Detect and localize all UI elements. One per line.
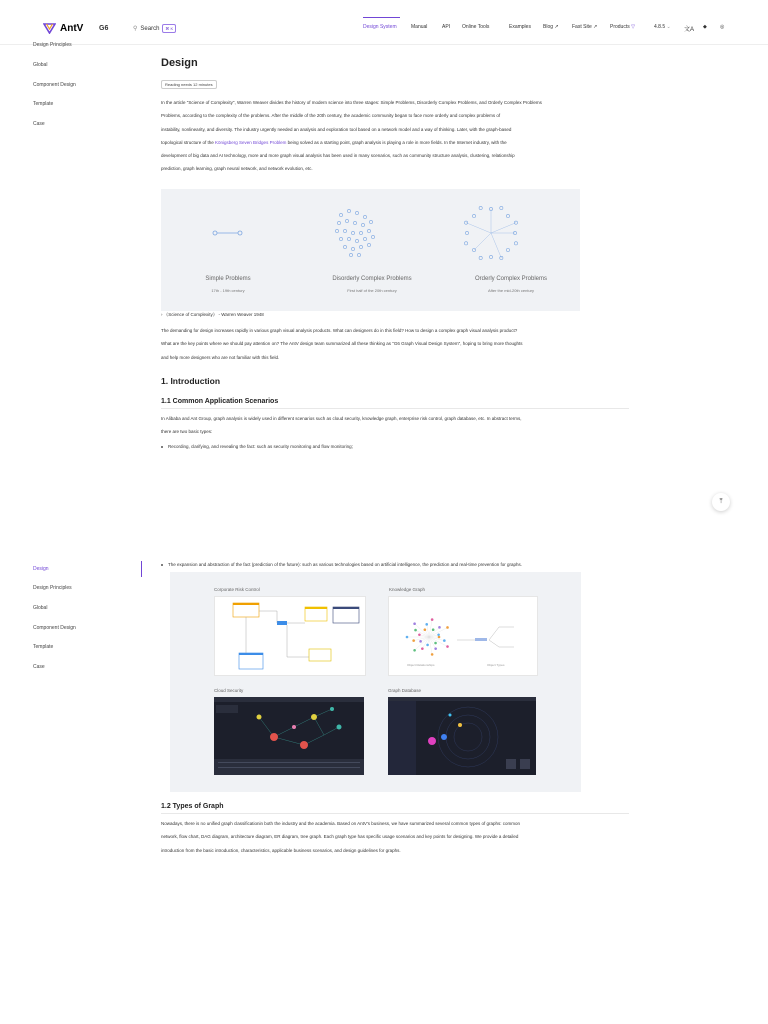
- kg-node: [406, 636, 409, 639]
- network-node: [506, 248, 509, 251]
- network-node: [464, 242, 467, 245]
- search-icon: ⚲: [133, 26, 138, 32]
- graph-database-image: [388, 697, 536, 775]
- kg-node: [421, 647, 424, 650]
- section-heading-introduction: 1. Introduction: [161, 376, 221, 386]
- network-node: [500, 256, 503, 259]
- network-node: [343, 245, 346, 248]
- types-paragraph: [161, 817, 629, 857]
- kg-node: [434, 642, 437, 645]
- network-node: [349, 253, 352, 256]
- section-heading-types-of-graph: 1.2 Types of Graph: [161, 803, 224, 810]
- text-line: topological structure of the Königsberg Seven Bridges Problem being solved as a starting point, graph analysis is playing a role in more fields. In the Internet industry, with the: [161, 139, 507, 145]
- kg-node: [432, 628, 435, 631]
- konigsberg-link[interactable]: Königsberg Seven Bridges Problem: [215, 139, 287, 145]
- figure-title-disorderly: Disorderly Complex Problems: [332, 276, 412, 282]
- figure-sub-simple: 17th - 19th century: [211, 288, 245, 293]
- figure-caption: › 《Science of Complexity》 - Warren Weaver 1948: [161, 312, 264, 317]
- network-node: [351, 231, 354, 234]
- network-node: [472, 214, 475, 217]
- kg-node: [434, 647, 437, 650]
- network-node: [359, 245, 362, 248]
- kg-node: [438, 626, 441, 629]
- kg-node: [446, 626, 449, 629]
- nav-products[interactable]: Products ▽: [610, 24, 635, 30]
- version-select[interactable]: 4.8.5 ⌄: [654, 24, 671, 30]
- chevron-down-icon: ⌄: [665, 24, 671, 30]
- figure-sub-orderly: After the mid-20th century: [487, 288, 535, 293]
- network-node: [355, 239, 358, 242]
- network-edge: [491, 233, 501, 258]
- text-line: development of big data and AI technology, more and more graph visual analysis has been used in many scenarios, such as community structure analysis, clustering, relationship: [161, 153, 515, 159]
- network-node: [479, 256, 482, 259]
- sidebar-item-case[interactable]: Case: [33, 664, 45, 670]
- network-node: [357, 253, 360, 256]
- kg-edge: [429, 637, 444, 641]
- network-node: [339, 213, 342, 216]
- knowledge-graph-image: [388, 596, 538, 676]
- text-line: instability, nonlinearity, and diversity. The industry urgently needed an analysis and exploration tool based on a network model and a way of thinking. Later, with the graph-based: [161, 126, 512, 132]
- sidebar-item-global[interactable]: Global: [33, 605, 48, 611]
- sidebar-item-template[interactable]: Template: [33, 101, 54, 107]
- search-shortcut: ⌘ K: [162, 24, 176, 33]
- panel-label-graph-database: Graph Database: [388, 688, 422, 693]
- nav-manual[interactable]: Manual: [411, 24, 428, 30]
- cloud-security-image: [214, 697, 364, 775]
- network-node: [369, 220, 372, 223]
- risk-control-diagram: [215, 597, 365, 675]
- network-node: [479, 206, 482, 209]
- reading-time-badge: Reading needs 12 minutes: [161, 80, 217, 89]
- kg-legend-relationships: Object Relationships: [407, 663, 435, 667]
- application-scenarios-figure: [170, 572, 581, 792]
- external-icon[interactable]: ◎: [720, 24, 725, 30]
- logo-text: AntV: [60, 23, 84, 34]
- bullet-dot: [161, 446, 163, 448]
- list-item: [161, 444, 353, 449]
- network-node: [363, 215, 366, 218]
- network-node: [489, 255, 492, 258]
- list-item: [161, 562, 522, 567]
- network-node: [343, 229, 346, 232]
- network-node: [347, 209, 350, 212]
- text-line: and help more designers who are not familiar with this field.: [161, 354, 280, 360]
- page-title: Design: [161, 57, 198, 69]
- network-edge: [474, 233, 491, 250]
- figure-sub-disorderly: First half of the 20th century: [347, 288, 397, 293]
- external-link-icon: ↗: [591, 24, 598, 30]
- sidebar-item-case[interactable]: Case: [33, 121, 45, 127]
- products-logo-icon: ▽: [629, 24, 635, 30]
- kg-node: [424, 628, 427, 631]
- network-node: [345, 219, 348, 222]
- heading-divider: [161, 408, 629, 409]
- panel-label-knowledge-graph: Knowledge Graph: [389, 587, 426, 592]
- text-line: In Alibaba and Ant Group, graph analysis is widely used in different scenarios such as cloud security, knowledge graph, enterprise risk control, graph database, etc. In abstract terms,: [161, 416, 522, 421]
- network-node: [335, 229, 338, 232]
- text-line: The demanding for design increases rapidly in various graph visual analysis products. What can designers do in this field? How to design a complex graph visual analysis product?: [161, 328, 518, 333]
- kg-node: [412, 639, 415, 642]
- text-line: there are two basic types:: [161, 429, 213, 435]
- bullet-dot: [161, 564, 163, 566]
- network-node: [371, 235, 374, 238]
- sidebar-item-component-design[interactable]: Component Design: [33, 625, 76, 631]
- kg-node: [413, 649, 416, 652]
- sidebar-item-design-principles[interactable]: Design Principles: [33, 42, 72, 48]
- intro-paragraph: [161, 96, 629, 176]
- nav-active-indicator: [363, 17, 400, 18]
- network-node: [337, 221, 340, 224]
- network-node: [361, 223, 364, 226]
- external-link-icon: ↗: [553, 24, 559, 30]
- back-to-top-button[interactable]: [712, 493, 730, 511]
- network-node: [339, 237, 342, 240]
- nav-online-tools[interactable]: Online Tools: [462, 24, 490, 30]
- sidebar-item-design[interactable]: Design: [33, 566, 49, 572]
- network-node: [465, 231, 468, 234]
- kg-edge: [414, 637, 429, 641]
- text-line: Problems, according to the complexity of the problems. After the middle of the 20th century, the academic community began to face more orderly and complex problems of: [161, 113, 501, 119]
- sidebar-item-component-design[interactable]: Component Design: [33, 82, 76, 88]
- text-line: Nowadays, there is no unified graph classificationin both the industry and the academia. Based on AntV's business, we have summarized several common types of graphs: common: [161, 821, 521, 826]
- list-item-text: Recording, clarifying, and revealing the fact: such as security monitoring and flow monitoring;: [168, 444, 353, 449]
- kg-node: [431, 653, 434, 656]
- text-line: prediction, graph learning, graph neural network, and network evolution, etc.: [161, 166, 313, 172]
- translate-icon[interactable]: 文A: [684, 27, 695, 33]
- nav-api[interactable]: API: [442, 24, 451, 30]
- panel-label-risk-control: Corporate Risk Control: [214, 587, 260, 592]
- search-label: Search: [140, 25, 160, 32]
- sidebar-item-global[interactable]: Global: [33, 62, 48, 68]
- sidebar-item-design-principles[interactable]: Design Principles: [33, 585, 72, 591]
- network-node: [359, 231, 362, 234]
- sidebar-active-indicator: [141, 561, 142, 577]
- network-node: [353, 221, 356, 224]
- antv-logo-icon: [43, 23, 56, 34]
- section-heading-application-scenarios: 1.1 Common Application Scenarios: [161, 398, 279, 405]
- heading-divider: [161, 813, 629, 814]
- scenarios-paragraph: [161, 412, 629, 439]
- network-node: [347, 237, 350, 240]
- kg-legend-types: Object Types: [487, 663, 505, 667]
- nav-fast-site[interactable]: Fast Site ↗: [572, 24, 598, 30]
- search-box[interactable]: [133, 24, 176, 33]
- network-node: [355, 211, 358, 214]
- kg-node: [425, 623, 428, 626]
- panel-label-cloud-security: Cloud Security: [214, 688, 244, 693]
- graph-database-diagram: [388, 697, 536, 775]
- kg-node: [446, 645, 449, 648]
- github-icon[interactable]: ◆: [703, 24, 707, 30]
- kg-node: [431, 618, 434, 621]
- sidebar-item-template[interactable]: Template: [33, 644, 54, 650]
- nav-design-system[interactable]: Design System: [363, 24, 397, 30]
- product-name[interactable]: G6: [99, 25, 109, 32]
- network-node: [363, 237, 366, 240]
- kg-node: [443, 639, 446, 642]
- network-node: [500, 206, 503, 209]
- text-line: introduction from the basic introduction, characteristics, applicable business scenarios, and design guidelines for graphs.: [161, 847, 401, 853]
- network-node: [464, 221, 467, 224]
- text-line: What are the key points where we should pay attention on? The AntV design team summarized all these thinking as "G6 Graph Visual Design System", hoping to bring more thoughts: [161, 341, 523, 347]
- network-node: [506, 214, 509, 217]
- kg-node: [437, 633, 440, 636]
- cloud-security-diagram: [214, 697, 364, 775]
- figure-title-orderly: Orderly Complex Problems: [474, 276, 548, 282]
- kg-node: [418, 633, 421, 636]
- network-node: [367, 229, 370, 232]
- kg-node: [414, 629, 417, 632]
- figure-title-simple: Simple Problems: [205, 276, 251, 282]
- kg-node: [438, 636, 441, 639]
- text-line: network, flow chart, DAG diagram, architecture diagram, ER diagram, tree graph. Each graph type has specific usage scenarios and key points for designing. We provide a detailed: [161, 834, 519, 840]
- risk-control-image: [214, 596, 366, 676]
- network-edge: [491, 223, 516, 233]
- demand-paragraph: [161, 324, 629, 364]
- nav-blog[interactable]: Blog ↗: [543, 24, 559, 30]
- top-navbar: [0, 0, 768, 45]
- network-node: [351, 247, 354, 250]
- kg-node: [413, 622, 416, 625]
- network-edge: [466, 223, 491, 233]
- network-node: [367, 243, 370, 246]
- text-line: In the article "Science of Complexity", Warren Weaver divides the history of modern science into three stages: Simple Problems, Disorderly Complex Problems, and Orderly Complex Problems: [161, 100, 542, 105]
- complexity-figure: [161, 189, 580, 311]
- arrow-up-icon: ⤒: [719, 498, 723, 505]
- list-item-text: The expansion and abstraction of the fact (prediction of the future): such as various technologies based on artificial intelligence, the prediction and real-time prevention for graphs.: [168, 562, 522, 567]
- antv-logo[interactable]: [43, 23, 83, 34]
- kg-node: [426, 644, 429, 647]
- nav-examples[interactable]: Examples: [509, 24, 531, 30]
- network-node: [514, 242, 517, 245]
- kg-node: [419, 640, 422, 643]
